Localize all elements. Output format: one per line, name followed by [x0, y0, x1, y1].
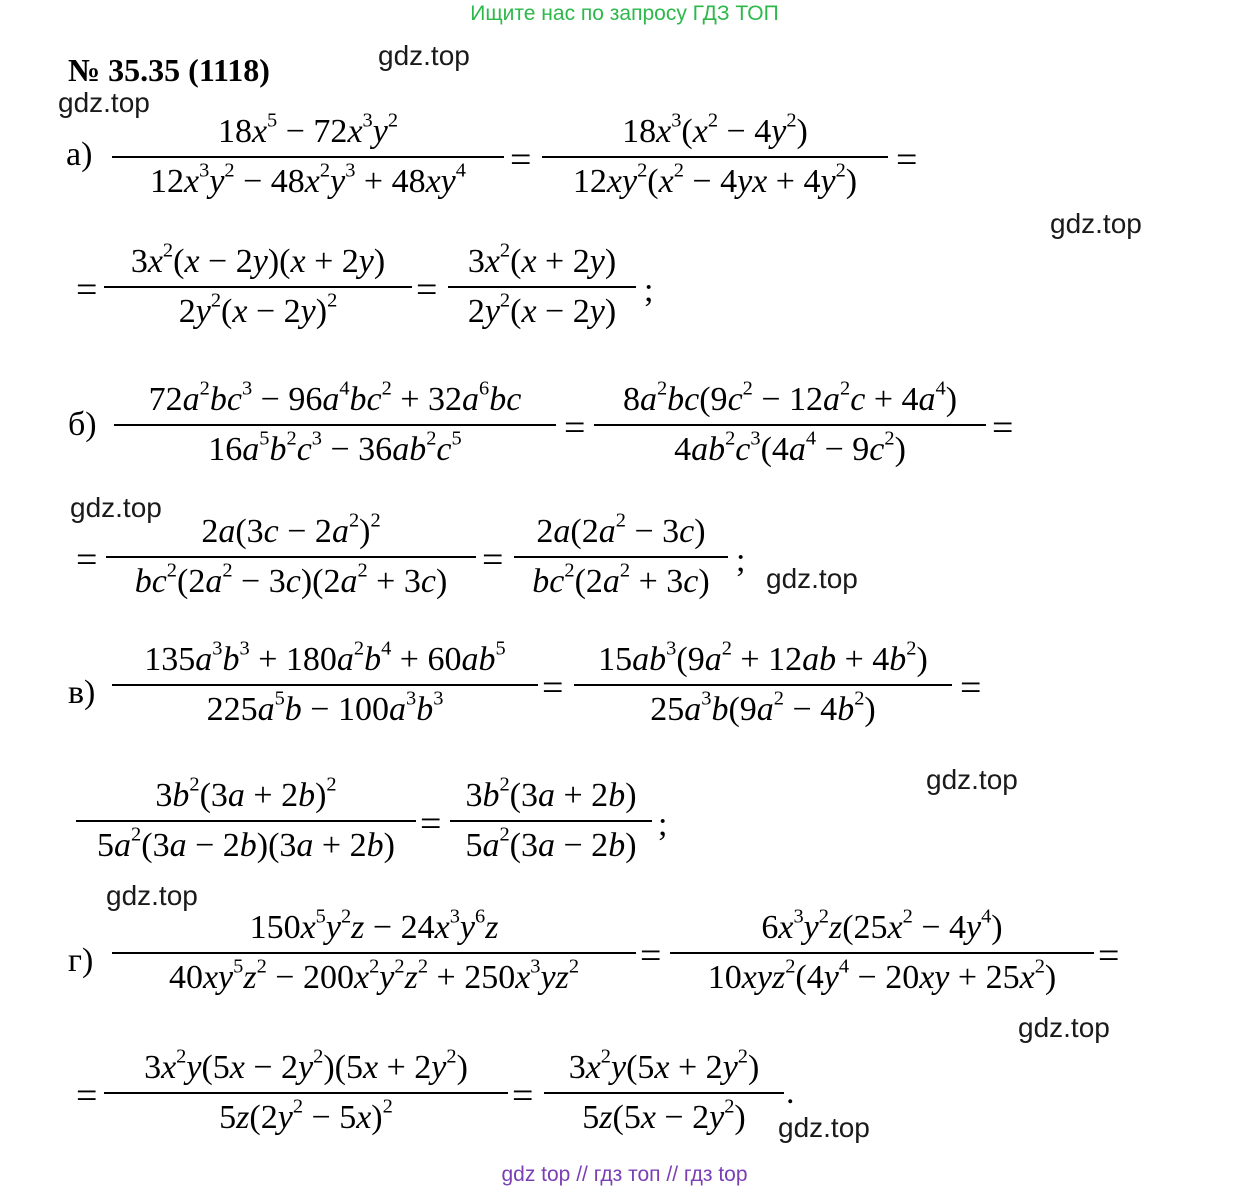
equals-sign: =: [76, 1075, 98, 1117]
numerator: $3b^2(3a + 2b)$: [465, 773, 637, 814]
numerator: $6x^3y^2z(25x^2 - 4y^4)$: [761, 905, 1003, 946]
fraction: [112, 905, 636, 998]
fraction: [670, 905, 1094, 998]
numerator: $3x^2y(5x - 2y^2)(5x + 2y^2)$: [144, 1045, 468, 1086]
denominator: $40xy^5z^2 - 200x^2y^2z^2 + 250x^3yz^2$: [168, 955, 580, 996]
equals-sign: =: [512, 1075, 534, 1117]
denominator: $5z(5x - 2y^2)$: [582, 1095, 746, 1136]
denominator: $10xyz^2(4y^4 - 20xy + 25x^2)$: [707, 955, 1057, 996]
watermark: gdz.top: [926, 764, 1018, 795]
equals-sign: =: [416, 269, 438, 311]
denominator: $25a^3b(9a^2 - 4b^2)$: [650, 687, 876, 728]
equals-sign: =: [510, 139, 532, 181]
watermark: gdz.top: [58, 87, 150, 118]
denominator: $5a^2(3a - 2b)(3a + 2b)$: [97, 823, 395, 864]
numerator: $150x^5y^2z - 24x^3y^6z$: [249, 905, 499, 946]
semicolon: ;: [658, 806, 668, 843]
top-banner[interactable]: Ищите нас по запросу ГДЗ ТОП: [470, 2, 779, 25]
watermark: gdz.top: [70, 492, 162, 523]
numerator: $3x^2(x + 2y)$: [467, 239, 617, 280]
fraction: [450, 773, 652, 866]
denominator: $bc^2(2a^2 - 3c)(2a^2 + 3c)$: [134, 559, 448, 600]
semicolon: ;: [736, 542, 746, 579]
denominator: $bc^2(2a^2 + 3c)$: [532, 559, 710, 600]
numerator: $135a^3b^3 + 180a^2b^4 + 60ab^5$: [144, 637, 506, 678]
period: .: [786, 1074, 795, 1111]
denominator: $12x^3y^2 - 48x^2y^3 + 48xy^4$: [150, 159, 466, 200]
denominator: $225a^5b - 100a^3b^3$: [206, 687, 444, 728]
fraction: [76, 773, 416, 866]
denominator: $5z(2y^2 - 5x)^2$: [219, 1095, 393, 1136]
numerator: $3b^2(3a + 2b)^2$: [155, 773, 337, 814]
equals-sign: =: [76, 269, 98, 311]
fraction: [542, 109, 888, 202]
denominator: $2y^2(x - 2y)$: [467, 289, 617, 330]
numerator: $8a^2bc(9c^2 - 12a^2c + 4a^4)$: [622, 377, 958, 418]
numerator: $2a(2a^2 - 3c)$: [536, 509, 706, 550]
fraction: [104, 1045, 508, 1138]
equals-sign: =: [482, 539, 504, 581]
fraction: [104, 239, 412, 332]
fraction: [106, 509, 476, 602]
equals-sign: =: [76, 539, 98, 581]
numerator: $18x^5 - 72x^3y^2$: [217, 109, 399, 150]
label-g: г): [68, 942, 94, 979]
numerator: $3x^2(x - 2y)(x + 2y)$: [130, 239, 386, 280]
equals-sign: =: [960, 667, 982, 709]
watermark: gdz.top: [1018, 1012, 1110, 1043]
fraction: [514, 509, 728, 602]
numerator: $2a(3c - 2a^2)^2$: [201, 509, 381, 550]
numerator: $15ab^3(9a^2 + 12ab + 4b^2)$: [598, 637, 928, 678]
semicolon: ;: [644, 272, 654, 309]
equals-sign: =: [640, 935, 662, 977]
fraction: [114, 377, 556, 470]
denominator: $12xy^2(x^2 - 4yx + 4y^2)$: [572, 159, 858, 200]
watermark: gdz.top: [378, 40, 470, 71]
fraction: [574, 637, 952, 730]
fraction: [448, 239, 636, 332]
denominator: $4ab^2c^3(4a^4 - 9c^2)$: [674, 427, 906, 468]
denominator: $16a^5b^2c^3 - 36ab^2c^5$: [208, 427, 462, 468]
numerator: $18x^3(x^2 - 4y^2)$: [622, 109, 808, 150]
numerator: $3x^2y(5x + 2y^2)$: [568, 1045, 760, 1086]
equals-sign: =: [896, 139, 918, 181]
equals-sign: =: [542, 667, 564, 709]
watermark: gdz.top: [778, 1112, 870, 1143]
fraction: [544, 1045, 784, 1138]
equals-sign: =: [420, 803, 442, 845]
watermark: gdz.top: [106, 880, 198, 911]
problem-title: № 35.35 (1118): [68, 52, 270, 88]
watermark: gdz.top: [766, 563, 858, 594]
fraction: [594, 377, 986, 470]
fraction: [112, 637, 538, 730]
watermark: gdz.top: [1050, 208, 1142, 239]
label-v: в): [68, 674, 96, 711]
fraction: [112, 109, 504, 202]
label-a: а): [66, 136, 93, 173]
label-b: б): [68, 406, 97, 443]
equals-sign: =: [1098, 935, 1120, 977]
equals-sign: =: [992, 407, 1014, 449]
denominator: $2y^2(x - 2y)^2$: [178, 289, 338, 330]
footer-links[interactable]: gdz top // гдз топ // гдз top: [501, 1163, 748, 1186]
denominator: $5a^2(3a - 2b)$: [465, 823, 637, 864]
numerator: $72a^2bc^3 - 96a^4bc^2 + 32a^6bc$: [148, 377, 522, 418]
equals-sign: =: [564, 407, 586, 449]
